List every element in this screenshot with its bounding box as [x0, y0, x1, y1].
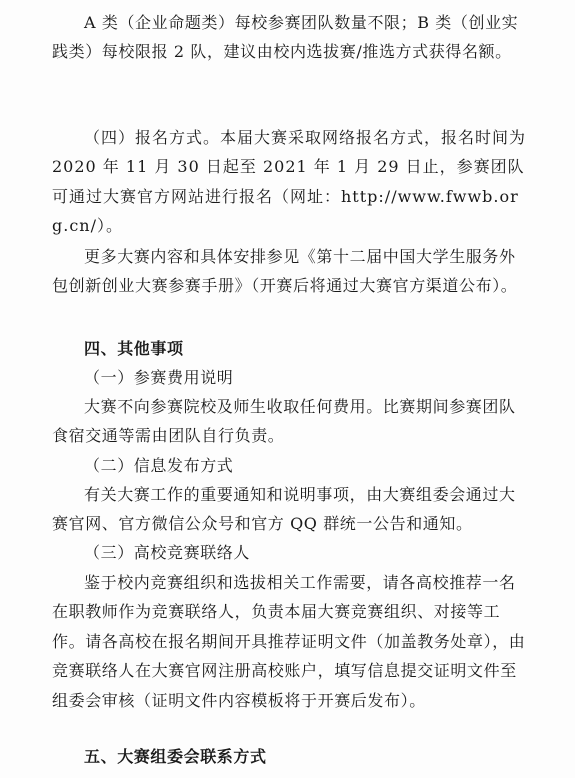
- paragraph-registration-method: （四）报名方式。本届大赛采取网络报名方式，报名时间为 2020 年 11 月 30 日起至 2021 年 1 月 29 日止，参赛团队可通过大赛官方网站进行报名（网址：http://www.fwwb.org.cn/）。: [52, 128, 527, 236]
- paragraph-school-contact: 鉴于校内竞赛组织和选拔相关工作需要，请各高校推荐一名在职教师作为竞赛联络人，负责本届大赛竞赛组织、对接等工作。请各高校在报名期间开具推荐证明文件（加盖教务处章），由竞赛联络人在大赛官网注册高校账户，填写信息提交证明文件至组委会审核（证明文件内容模板将于开赛后发布）。: [52, 573, 526, 710]
- subheading-school-contact: （三）高校竞赛联络人: [84, 543, 251, 562]
- paragraph-team-quota: A 类（企业命题类）每校参赛团队数量不限；B 类（创业实践类）每校限报 2 队，建议由校内选拔赛/推选方式获得名额。: [52, 13, 519, 62]
- paragraph-handbook-reference: 更多大赛内容和具体安排参见《第十二届中国大学生服务外包创新创业大赛参赛手册》（开赛后将通过大赛官方渠道公布）。: [52, 247, 518, 296]
- subheading-info-release: （二）信息发布方式: [84, 456, 234, 475]
- paragraph-fee-notice: 大赛不向参赛院校及师生收取任何费用。比赛期间参赛团队食宿交通等需由团队自行负责。: [52, 397, 516, 446]
- paragraph-info-release: 有关大赛工作的重要通知和说明事项，由大赛组委会通过大赛官网、官方微信公众号和官方 QQ 群统一公告和通知。: [52, 485, 516, 534]
- section-heading-other-matters: 四、其他事项: [84, 339, 184, 358]
- section-heading-committee-contact: 五、大赛组委会联系方式: [84, 747, 267, 766]
- subheading-fee-notice: （一）参赛费用说明: [84, 368, 234, 387]
